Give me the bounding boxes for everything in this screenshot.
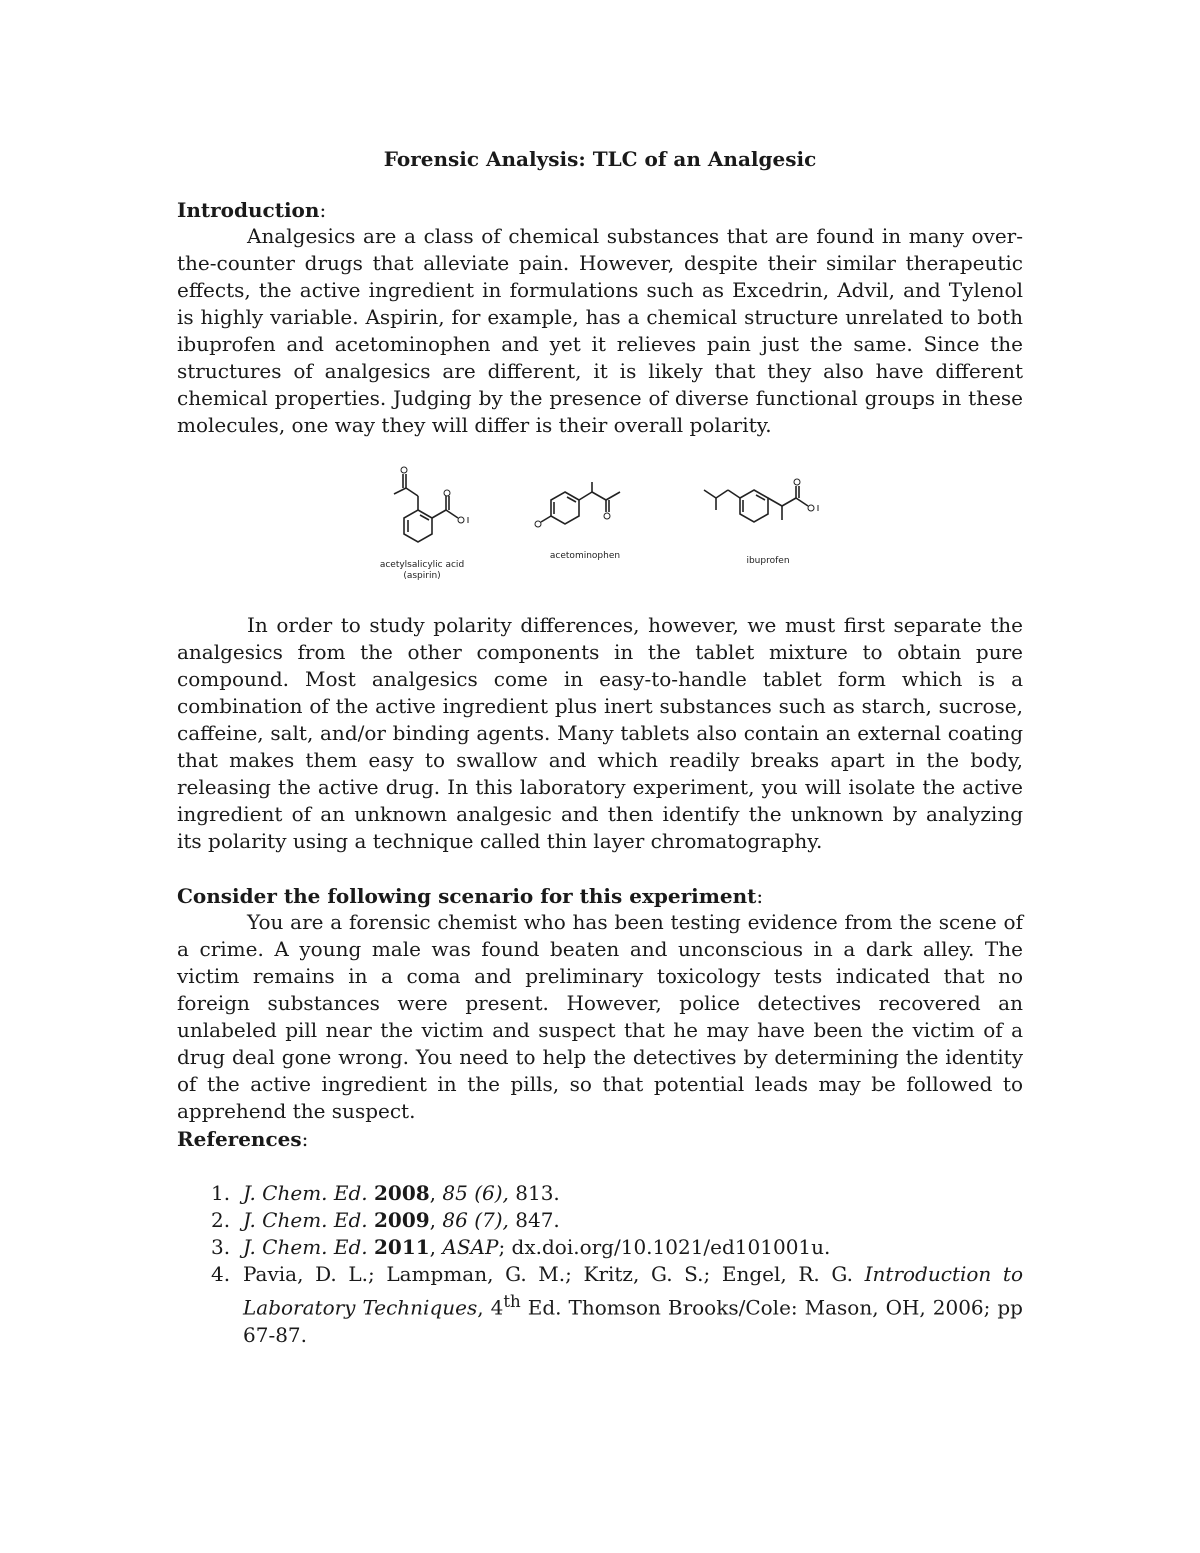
introduction-heading-text: Introduction — [177, 198, 320, 222]
aspirin-label-sub: (aspirin) — [403, 571, 441, 581]
reference-item — [177, 1261, 1023, 1349]
reference-pages: ; dx.doi.org/10.1021/ed101001u. — [498, 1235, 831, 1259]
ibuprofen-oxygen-icon — [794, 479, 800, 485]
ibuprofen-structure — [704, 486, 808, 522]
reference-item: 3. J. Chem. Ed. 2011, ASAP; dx.doi.org/10.1021/ed101001u. — [211, 1235, 831, 1259]
aspirin-oxygen-icon — [444, 490, 450, 496]
reference-item: 1. J. Chem. Ed. 2008, 85 (6), 813. — [211, 1181, 560, 1205]
reference-journal: J. Chem. Ed. — [243, 1235, 368, 1259]
reference-edition-superscript: th — [503, 1292, 521, 1311]
reference-journal: J. Chem. Ed. — [243, 1208, 368, 1232]
introduction-paragraph — [177, 223, 1023, 439]
reference-number: 3. — [211, 1235, 231, 1259]
introduction-heading-colon: : — [319, 198, 327, 222]
separation-paragraph-text: In order to study polarity differences, however, we must first separate the analgesics from the other components in the tablet mixture to obtain pure compound. Most analgesics come in easy-to-handle tablet form which is a combination of the active ingredient plus inert substances such as starch, sucrose, caffeine, salt, and/or binding agents. Many tablets also contain an external coating that makes them easy to swallow and which readily breaks apart in the body, releasing the active drug. In this laboratory experiment, you will isolate the active ingredient of an unknown analgesic and then identify the unknown by analyzing its polarity using a technique called thin layer chromatography. — [177, 613, 1023, 853]
aspirin-structure — [394, 474, 458, 542]
scenario-paragraph — [177, 909, 1023, 1125]
acetominophen-structure — [541, 482, 620, 524]
document-title: Forensic Analysis: TLC of an Analgesic — [383, 147, 817, 171]
aspirin-oxygen-icon — [401, 467, 407, 473]
acetominophen-oxygen-icon — [604, 513, 610, 519]
ibuprofen-hydroxyl-icon — [808, 505, 814, 511]
reference-number: 4. — [211, 1262, 231, 1286]
reference-pages: 847. — [508, 1208, 560, 1232]
aspirin-label: acetylsalicylic acid — [379, 560, 465, 570]
reference-item: 2. J. Chem. Ed. 2009, 86 (7), 847. — [211, 1208, 560, 1232]
reference-journal: J. Chem. Ed. — [243, 1181, 368, 1205]
scenario-paragraph-text: You are a forensic chemist who has been testing evidence from the scene of a crime. A young male was found beaten and unconscious in a dark alley. The victim remains in a coma and preliminary toxicology tests indicated that no foreign substances were present. However, police detectives recovered an unlabeled pill near the victim and suspect that he may have been the victim of a drug deal gone wrong. You need to help the detectives by determining the identity of the active ingredient in the pills, so that potential leads may be followed to apprehend the suspect. — [177, 910, 1023, 1123]
reference-authors: Pavia, D. L.; Lampman, G. M.; Kritz, G. S.; Engel, R. G. — [243, 1262, 865, 1286]
ibuprofen-label: ibuprofen — [746, 556, 790, 566]
reference-year: 2009 — [374, 1208, 430, 1232]
introduction-heading — [177, 197, 326, 223]
references-list — [177, 1180, 1023, 1349]
acetominophen-label: acetominophen — [549, 551, 621, 561]
scenario-heading-colon: : — [756, 884, 764, 908]
reference-number: 1. — [211, 1181, 231, 1205]
reference-edition: , 4 — [477, 1295, 504, 1320]
acetominophen-hydroxyl-icon — [535, 521, 541, 527]
reference-pages: 813. — [508, 1181, 560, 1205]
structures-svg — [360, 460, 840, 590]
reference-volume: ASAP — [442, 1235, 499, 1259]
separation-paragraph — [177, 612, 1023, 855]
reference-publisher: Ed. Thomson Brooks/Cole: Mason, OH, 2006; pp 67-87. — [243, 1295, 1023, 1347]
reference-year: 2011 — [374, 1235, 430, 1259]
reference-number: 2. — [211, 1208, 231, 1232]
references-heading — [177, 1126, 308, 1152]
introduction-paragraph-text: Analgesics are a class of chemical substances that are found in many over-the-counter drugs that alleviate pain. However, despite their similar therapeutic effects, the active ingredient in formulations such as Excedrin, Advil, and Tylenol is highly variable. Aspirin, for example, has a chemical structure unrelated to both ibuprofen and acetominophen and yet it relieves pain just the same. Since the structures of analgesics are different, it is likely that they also have different chemical properties. Judging by the presence of diverse functional groups in these molecules, one way they will differ is their overall polarity. — [177, 224, 1023, 437]
reference-volume: 85 (6), — [442, 1181, 509, 1205]
references-heading-colon: : — [301, 1127, 309, 1151]
reference-year: 2008 — [374, 1181, 430, 1205]
references-heading-text: References — [177, 1127, 302, 1151]
aspirin-hydroxyl-icon — [458, 517, 464, 523]
reference-volume: 86 (7), — [442, 1208, 509, 1232]
chemical-structures-figure — [360, 460, 840, 590]
reference-book-title: Introduction to Laboratory Techniques — [243, 1262, 1023, 1320]
scenario-heading — [177, 883, 763, 909]
scenario-heading-text: Consider the following scenario for this experiment — [177, 884, 757, 908]
